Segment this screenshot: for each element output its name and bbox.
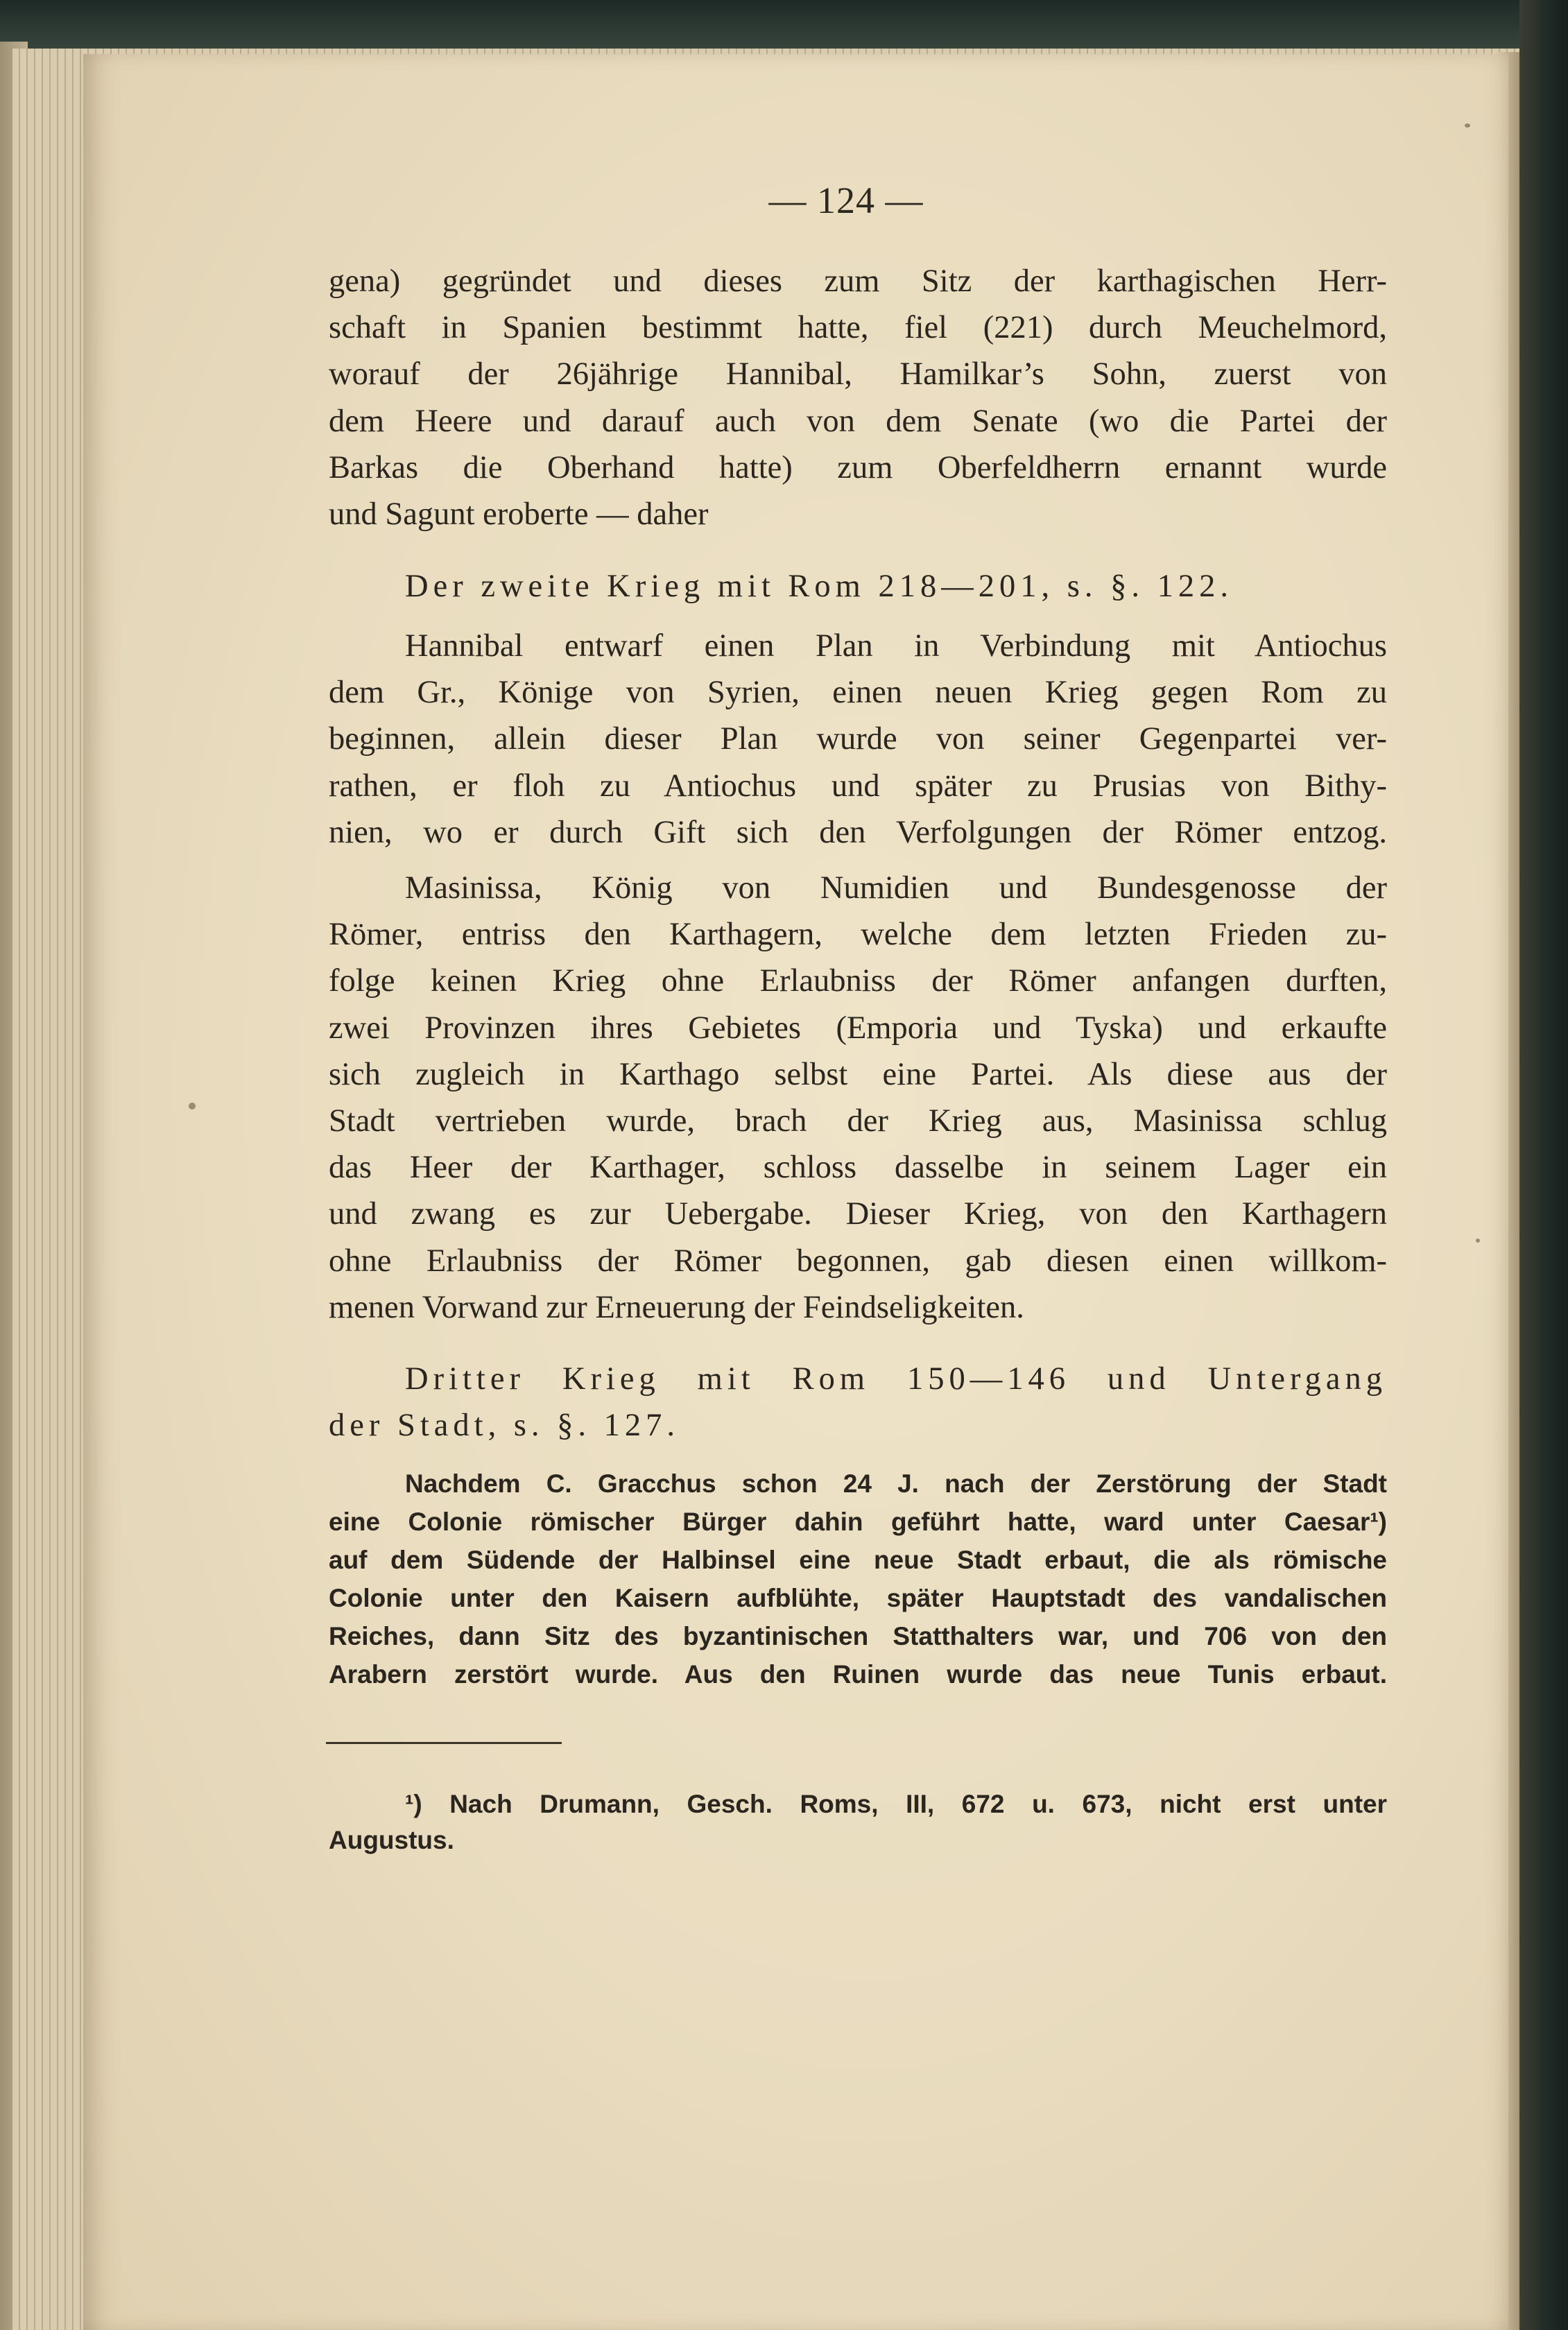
text-line: Stadt vertrieben wurde, brach der Krieg aus, Masinissa schlug <box>329 1103 1387 1139</box>
text-line: beginnen, allein dieser Plan wurde von seiner Gegenpartei ver- <box>329 721 1387 757</box>
section-heading-second-war <box>329 563 1387 610</box>
text-line: ohne Erlaubniss der Römer begonnen, gab diesen einen willkom- <box>329 1243 1387 1279</box>
text-line: und Sagunt eroberte — daher <box>329 496 709 532</box>
text-line: worauf der 26jährige Hannibal, Hamilkar’s Sohn, zuerst von <box>329 356 1387 392</box>
heading-text: Der zweite Krieg mit Rom 218—201, s. §. 122. <box>405 569 1233 604</box>
footnote-line: ¹) Nach Drumann, Gesch. Roms, III, 672 u. 673, nicht erst unter <box>405 1790 1387 1818</box>
paper-speck <box>1465 123 1470 128</box>
page-number: — 124 — <box>768 180 924 221</box>
text-line: Colonie unter den Kaisern aufblühte, später Hauptstadt des vandalischen <box>329 1584 1387 1612</box>
heading-text: Dritter Krieg mit Rom 150—146 und Untergang <box>405 1361 1387 1397</box>
text-line: menen Vorwand zur Erneuerung der Feindseligkeiten. <box>329 1289 1024 1325</box>
text-line: auf dem Südende der Halbinsel eine neue Stadt erbaut, die als römische <box>329 1546 1387 1574</box>
text-line: Reiches, dann Sitz des byzantinischen Statthalters war, und 706 von den <box>329 1622 1387 1650</box>
paper-speck <box>189 1103 196 1110</box>
paragraph-3 <box>329 865 1387 1331</box>
paragraph-4-small-print <box>329 1465 1387 1693</box>
paragraph-1 <box>329 258 1387 537</box>
paragraph-2 <box>329 623 1387 856</box>
text-line: Arabern zerstört wurde. Aus den Ruinen wurde das neue Tunis erbaut. <box>329 1660 1387 1689</box>
text-line: rathen, er floh zu Antiochus und später zu Prusias von Bithy- <box>329 768 1387 804</box>
footnote <box>329 1786 1387 1858</box>
text-line: Hannibal entwarf einen Plan in Verbindung mit Antiochus <box>405 628 1387 664</box>
book-cover-top <box>0 0 1568 55</box>
paper-speck <box>1476 1239 1480 1243</box>
text-line: folge keinen Krieg ohne Erlaubniss der Römer anfangen durften, <box>329 963 1387 999</box>
book-cover-right <box>1519 0 1568 2330</box>
text-line: und zwang es zur Uebergabe. Dieser Krieg, von den Karthagern <box>329 1196 1387 1232</box>
footnote-divider <box>326 1742 562 1744</box>
section-heading-third-war <box>329 1356 1387 1449</box>
text-line: sich zugleich in Karthago selbst eine Partei. Als diese aus der <box>329 1056 1387 1092</box>
text-line: gena) gegründet und dieses zum Sitz der karthagischen Herr- <box>329 264 1387 299</box>
text-line: Barkas die Oberhand hatte) zum Oberfeldherrn ernannt wurde <box>329 449 1387 485</box>
text-line: das Heer der Karthager, schloss dasselbe in seinem Lager ein <box>329 1150 1387 1186</box>
text-line: zwei Provinzen ihres Gebietes (Emporia und Tyska) und erkaufte <box>329 1010 1387 1046</box>
heading-text: der Stadt, s. §. 127. <box>329 1408 680 1444</box>
text-line: nien, wo er durch Gift sich den Verfolgungen der Römer entzog. <box>329 814 1387 850</box>
text-line: Nachdem C. Gracchus schon 24 J. nach der Zerstörung der Stadt <box>405 1469 1387 1498</box>
text-line: Masinissa, König von Numidien und Bundesgenosse der <box>405 870 1387 906</box>
text-line: dem Heere und darauf auch von dem Senate (wo die Partei der <box>329 403 1387 439</box>
text-line: Römer, entriss den Karthagern, welche dem letzten Frieden zu- <box>329 917 1387 953</box>
text-line: eine Colonie römischer Bürger dahin geführt hatte, ward unter Caesar¹) <box>329 1508 1387 1536</box>
footnote-line: Augustus. <box>329 1826 454 1854</box>
text-line: schaft in Spanien bestimmt hatte, fiel (221) durch Meuchelmord, <box>329 310 1387 346</box>
text-line: dem Gr., Könige von Syrien, einen neuen Krieg gegen Rom zu <box>329 675 1387 711</box>
